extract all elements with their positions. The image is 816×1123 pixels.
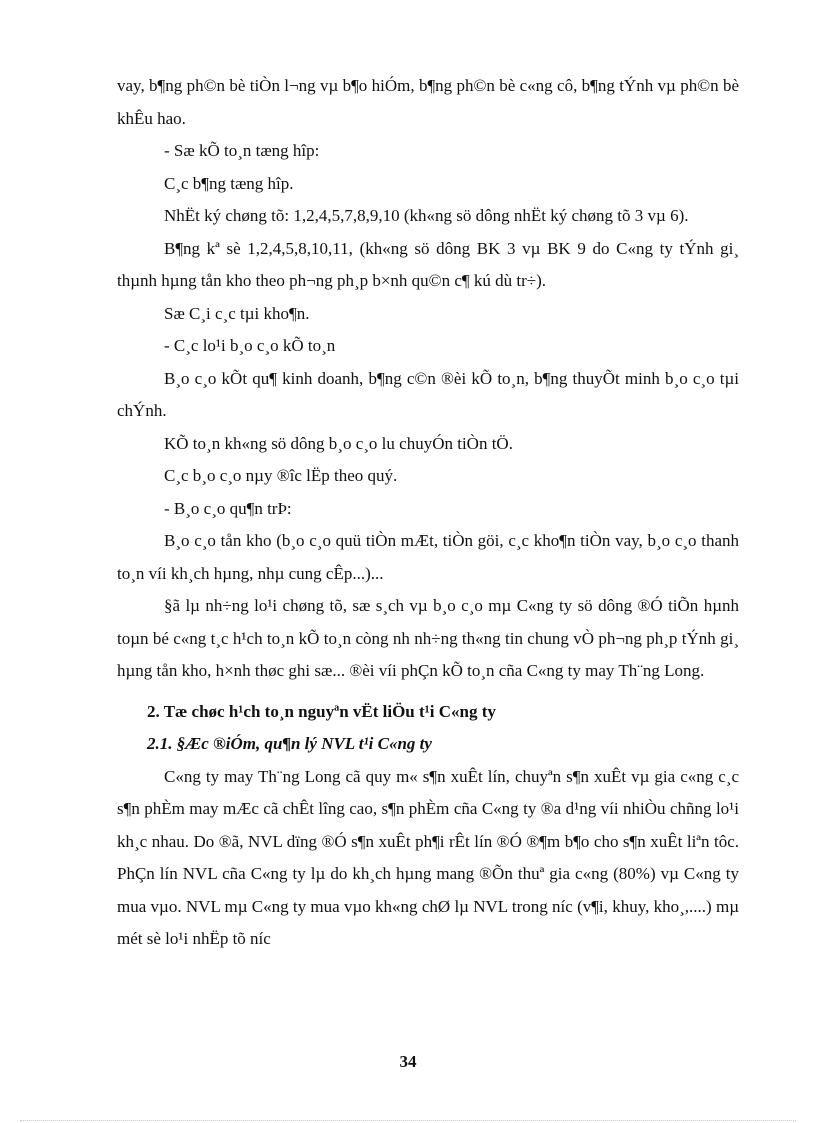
subsection-heading: 2.1. §Æc ®iÓm, qu¶n lý NVL t¹i C«ng ty [147,734,432,753]
paragraph: NhËt ký chøng tõ: 1,2,4,5,7,8,9,10 (kh«ng sö dông nhËt ký chøng tõ 3 vµ 6). [164,206,689,225]
paragraph: B¸o c¸o tån kho (b¸o c¸o quü tiÒn mÆt, tiÒn göi, c¸c kho¶n tiÒn vay, b¸o c¸o thanh to¸n víi kh¸ch hµng, nhµ cung cÊp...)... [117,531,739,583]
paragraph: B¸o c¸o kÕt qu¶ kinh doanh, b¶ng c©n ®èi kÕ to¸n, b¶ng thuyÕt minh b¸o c¸o tµi chÝnh. [117,368,739,420]
paragraph: B¶ng kª sè 1,2,4,5,8,10,11, (kh«ng sö dông BK 3 vµ BK 9 do C«ng ty tÝnh gi¸ thµnh hµng tån kho theo ph¬ng ph¸p b×nh qu©n c¶ kú dù tr÷). [117,238,739,290]
list-item: - C¸c lo¹i b¸o c¸o kÕ to¸n [164,336,336,355]
page-number: 34 [399,1052,417,1071]
paragraph: Sæ C¸i c¸c tµi kho¶n. [164,303,310,323]
section-heading: 2. Tæ chøc h¹ch to¸n nguyªn vËt liÖu t¹i C«ng ty [147,701,496,721]
paragraph: §ã lµ nh÷ng lo¹i chøng tõ, sæ s¸ch vµ b¸o c¸o mµ C«ng ty sö dông ®Ó tiÕn hµnh toµn bé c«ng t¸c h¹ch to¸n kÕ to¸n còng nh nh÷ng th«ng tin chung vÒ ph¬ng ph¸p tÝnh gi¸ hµng tån kho, h×nh thøc ghi sæ... ®èi víi phÇn kÕ to¸n cña C«ng ty may Th¨ng Long. [117,596,739,680]
list-item: - Sæ kÕ to¸n tæng hîp: [164,141,320,160]
page-divider [20,1120,796,1121]
paragraph: C«ng ty may Th¨ng Long cã quy m« s¶n xuÊt lín, chuyªn s¶n xuÊt vµ gia c«ng c¸c s¶n phÈm may mÆc cã chÊt lîng cao, s¶n phÈm cña C«ng ty ®a d¹ng víi nhiÒu chñng lo¹i kh¸c nhau. Do ®ã, NVL dïng ®Ó s¶n xuÊt ph¶i rÊt lín ®Ó ®¶m b¶o cho s¶n xuÊt liªn tôc. PhÇn lín NVL cña C«ng ty lµ do kh¸ch hµng mang ®Õn thuª gia c«ng (80%) vµ C«ng ty mua vµo. NVL mµ C«ng ty mua vµo kh«ng chØ lµ NVL trong níc (v¶i, khuy, kho¸,....) mµ mét sè lo¹i nhËp tõ níc [117,766,739,948]
list-item: - B¸o c¸o qu¶n trÞ: [164,498,292,518]
paragraph: vay, b¶ng ph©n bè tiÒn l¬ng vµ b¶o hiÓm, b¶ng ph©n bè c«ng cô, b¶ng tÝnh vµ ph©n bè khÊu hao. [117,76,739,128]
paragraph: C¸c b¸o c¸o nµy ®îc lËp theo quý. [164,466,398,485]
document-body [117,70,739,956]
paragraph: KÕ to¸n kh«ng sö dông b¸o c¸o lu chuyÓn tiÒn tÖ. [164,433,513,453]
paragraph: C¸c b¶ng tæng hîp. [164,173,294,193]
